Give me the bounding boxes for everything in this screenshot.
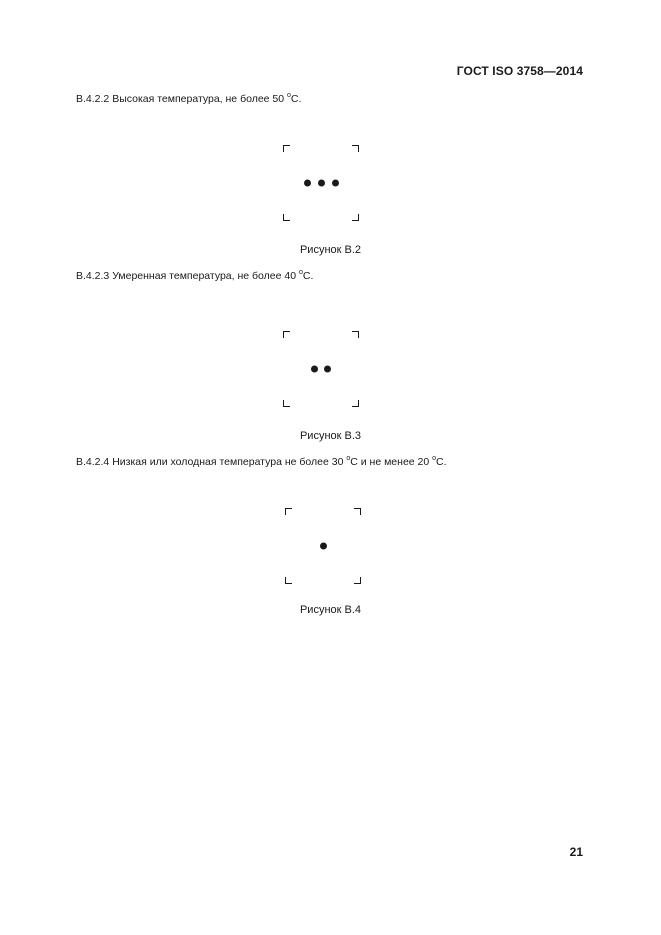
clause-b422-text [76,93,301,105]
dot-icon [318,180,325,187]
clause-b423-text [76,270,313,282]
dot-icon [332,180,339,187]
clause-text-end: С. [290,93,302,105]
page-number: 21 [569,845,583,859]
clause-b424-text [76,456,447,468]
corner-mark [283,214,290,221]
corner-mark [352,145,359,152]
corner-mark [285,577,292,584]
corner-mark [283,331,290,338]
figure-caption-b3: Рисунок В.3 [299,430,362,442]
degree-sign: о [287,92,291,99]
corner-mark [283,145,290,152]
clause-text-end: С. [302,270,314,282]
dot-icon [320,543,327,550]
figure-b4-symbol [285,508,361,584]
dot-icon [324,366,331,373]
figure-b2-symbol [283,145,359,221]
corner-mark [352,331,359,338]
figure-b3-symbol [283,331,359,407]
dot-icon [311,366,318,373]
corner-mark [352,400,359,407]
clause-text: В.4.2.4 Низкая или холодная температура не более 30 [76,456,347,468]
corner-mark [283,400,290,407]
clause-text: В.4.2.3 Умеренная температура, не более 40 [76,270,299,282]
dot-icon [304,180,311,187]
clause-text-mid: С и не менее 20 [350,456,433,468]
corner-mark [354,508,361,515]
temperature-dots [285,543,361,550]
degree-sign: о [346,455,351,462]
document-code-header: ГОСТ ISO 3758—2014 [456,64,583,78]
corner-mark [352,214,359,221]
temperature-dots [283,366,359,373]
corner-mark [285,508,292,515]
clause-text: В.4.2.2 Высокая температура, не более 50 [76,93,288,105]
corner-mark [354,577,361,584]
figure-caption-b2: Рисунок В.2 [299,244,362,256]
clause-text-end: С. [436,456,447,468]
degree-sign: о [298,269,303,276]
figure-caption-b4: Рисунок В.4 [299,604,362,616]
degree-sign: о [432,455,437,462]
temperature-dots [283,180,359,187]
